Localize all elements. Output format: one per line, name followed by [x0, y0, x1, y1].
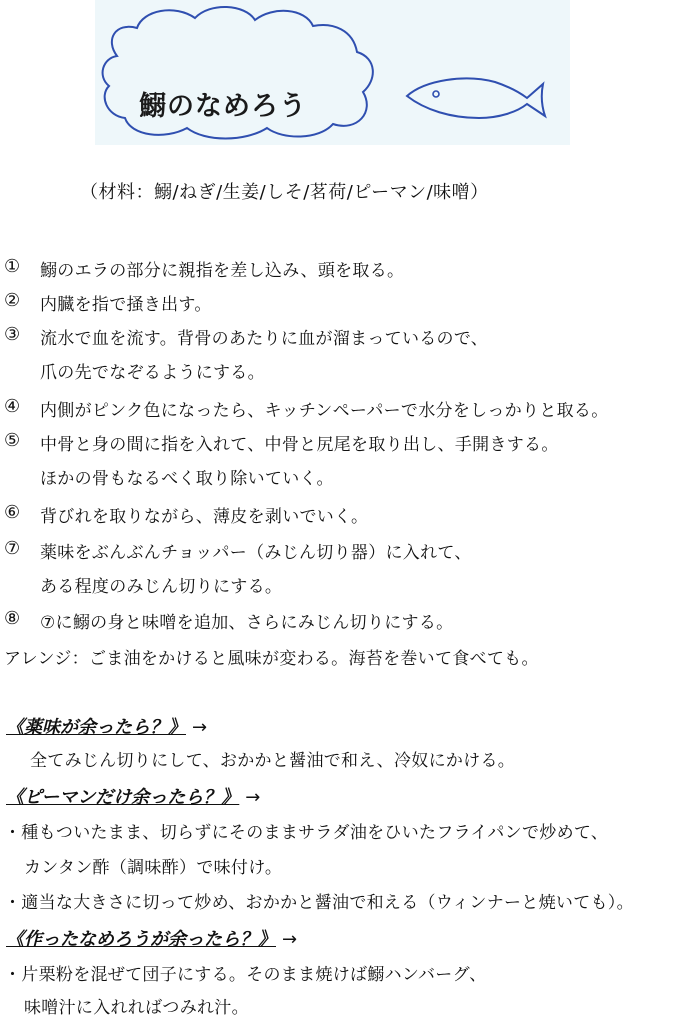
fish-eye-icon [433, 91, 439, 97]
step-text: 薬味をぶんぶんチョッパー（みじん切り器）に入れて、 [40, 543, 472, 563]
right-arrow-icon: → [245, 787, 261, 808]
step-number: ④ [4, 396, 21, 417]
step-number: ⑧ [4, 608, 21, 629]
step-number: ⑦ [4, 538, 21, 559]
tip-text: 味噌汁に入れればつみれ汁。 [24, 998, 249, 1018]
tip-text: ・種もついたまま、切らずにそのままサラダ油をひいたフライパンで炒めて、 [4, 823, 609, 843]
step-text: ほかの骨もなるべく取り除いていく。 [40, 469, 334, 489]
tip-text: ・片栗粉を混ぜて団子にする。そのまま焼けば鰯ハンバーグ、 [4, 965, 487, 985]
tip-heading-text: 《作ったなめろうが余ったら？》 [6, 929, 276, 950]
tip-heading [6, 783, 260, 809]
step-text: 内側がピンク色になったら、キッチンペーパーで水分をしっかりと取る。 [40, 401, 609, 421]
tip-heading [6, 713, 207, 739]
cloud-and-fish-illustration [95, 0, 570, 145]
step-text: 爪の先でなぞるようにする。 [40, 363, 265, 383]
step-text: ⑦に鰯の身と味噌を追加、さらにみじん切りにする。 [40, 613, 454, 633]
tip-heading-text: 《薬味が余ったら？》 [6, 717, 186, 738]
step-text: 中骨と身の間に指を入れて、中骨と尻尾を取り出し、手開きする。 [40, 435, 559, 455]
fish-icon [407, 78, 545, 118]
step-number: ⑤ [4, 430, 21, 451]
page-title: 鰯のなめろう [139, 91, 307, 122]
step-number: ③ [4, 324, 21, 345]
step-text: 内臓を指で掻き出す。 [40, 295, 212, 315]
right-arrow-icon: → [192, 717, 208, 738]
step-number: ② [4, 290, 21, 311]
ingredients-list: （材料：鰯/ねぎ/生姜/しそ/茗荷/ピーマン/味噌） [80, 182, 489, 203]
title-banner [95, 0, 570, 145]
tip-text: 全てみじん切りにして、おかかと醤油で和え、冷奴にかける。 [30, 751, 516, 771]
step-number: ⑥ [4, 502, 21, 523]
right-arrow-icon: → [282, 929, 298, 950]
step-text: 流水で血を流す。背骨のあたりに血が溜まっているので、 [40, 329, 489, 349]
tip-heading [6, 925, 297, 951]
step-number: ① [4, 256, 21, 277]
arrange-note: アレンジ：ごま油をかけると風味が変わる。海苔を巻いて食べても。 [4, 649, 539, 669]
step-text: 鰯のエラの部分に親指を差し込み、頭を取る。 [40, 261, 405, 281]
step-text: ある程度のみじん切りにする。 [40, 577, 283, 597]
tip-text: ・適当な大きさに切って炒め、おかかと醤油で和える（ウィンナーと焼いても）。 [4, 893, 634, 913]
tip-text: カンタン酢（調味酢）で味付け。 [24, 858, 283, 878]
tip-heading-text: 《ピーマンだけ余ったら？》 [6, 787, 240, 808]
step-text: 背びれを取りながら、薄皮を剥いでいく。 [40, 507, 369, 527]
